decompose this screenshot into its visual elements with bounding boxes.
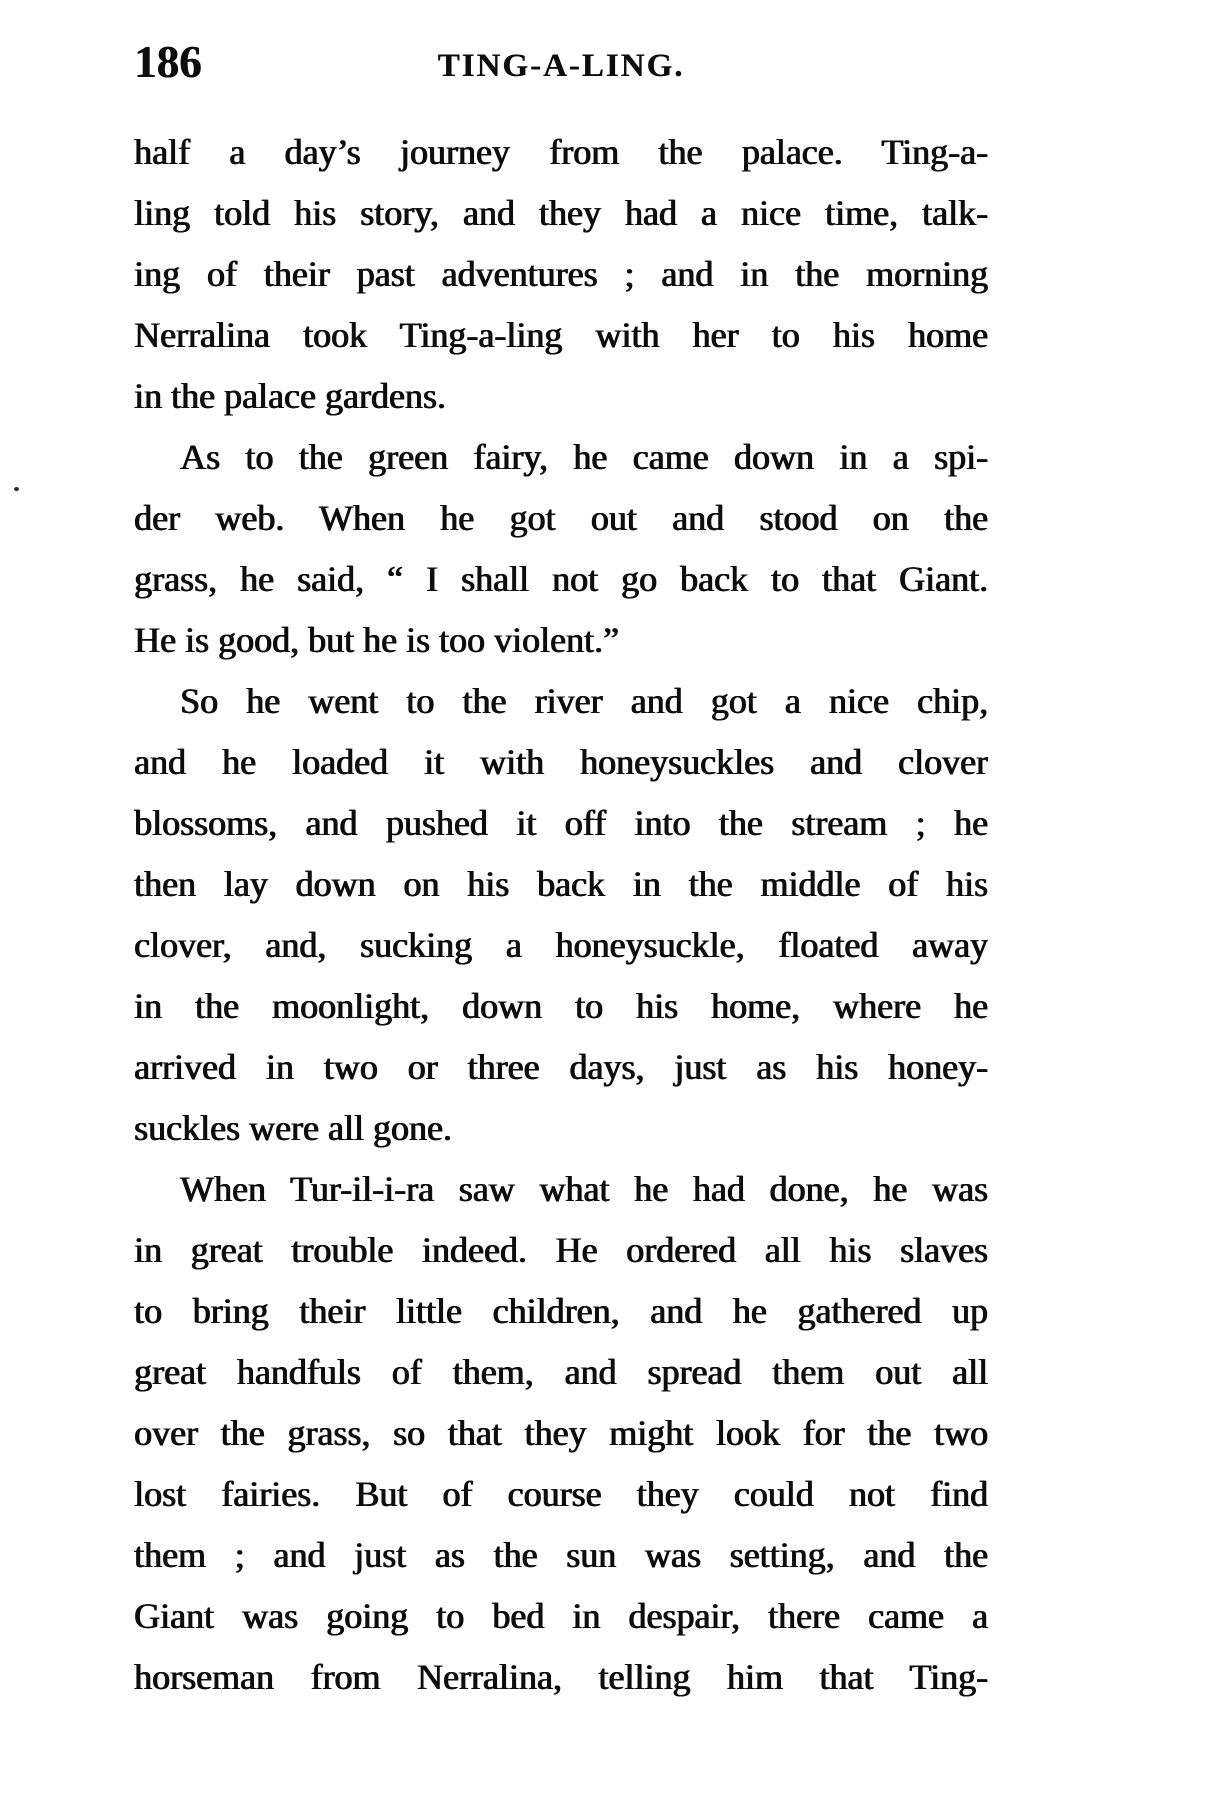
text-line: Nerralina took Ting-a-ling with her to his home (134, 315, 988, 355)
text-line: clover, and, sucking a honeysuckle, floated away (134, 925, 988, 965)
text-line: lost fairies. But of course they could not find (134, 1474, 988, 1514)
text-line: in great trouble indeed. He ordered all his slaves (134, 1230, 988, 1270)
text-line: ling told his story, and they had a nice time, talk- (134, 193, 988, 233)
text-line: horseman from Nerralina, telling him that Ting- (134, 1657, 988, 1697)
text-line: in the palace gardens. (134, 376, 446, 416)
text-line: der web. When he got out and stood on the (134, 498, 988, 538)
text-line: and he loaded it with honeysuckles and clover (134, 742, 988, 782)
text-line: over the grass, so that they might look for the two (134, 1413, 988, 1453)
text-line: Giant was going to bed in despair, there came a (134, 1596, 988, 1636)
text-line: them ; and just as the sun was setting, and the (134, 1535, 988, 1575)
text-line: When Tur-il-i-ra saw what he had done, he was (180, 1169, 988, 1209)
text-line: ing of their past adventures ; and in the morning (134, 254, 988, 294)
text-line: to bring their little children, and he gathered up (134, 1291, 988, 1331)
page-number: 186 (134, 37, 202, 87)
text-line: then lay down on his back in the middle of his (134, 864, 988, 904)
running-header-title: TING-A-LING. (437, 48, 685, 84)
text-line: suckles were all gone. (134, 1108, 452, 1148)
text-line: He is good, but he is too violent.” (134, 620, 619, 660)
text-line: half a day’s journey from the palace. Ting-a- (134, 132, 988, 172)
body-text (134, 122, 988, 1708)
text-line: in the moonlight, down to his home, where he (134, 986, 988, 1026)
text-line: grass, he said, “ I shall not go back to that Giant. (134, 559, 988, 599)
text-line: As to the green fairy, he came down in a spi- (180, 437, 988, 477)
scan-artifact-speck (14, 487, 19, 491)
text-line: So he went to the river and got a nice chip, (180, 681, 988, 721)
text-line: arrived in two or three days, just as his honey- (134, 1047, 988, 1087)
text-line: blossoms, and pushed it off into the stream ; he (134, 803, 988, 843)
text-line: great handfuls of them, and spread them out all (134, 1352, 988, 1392)
